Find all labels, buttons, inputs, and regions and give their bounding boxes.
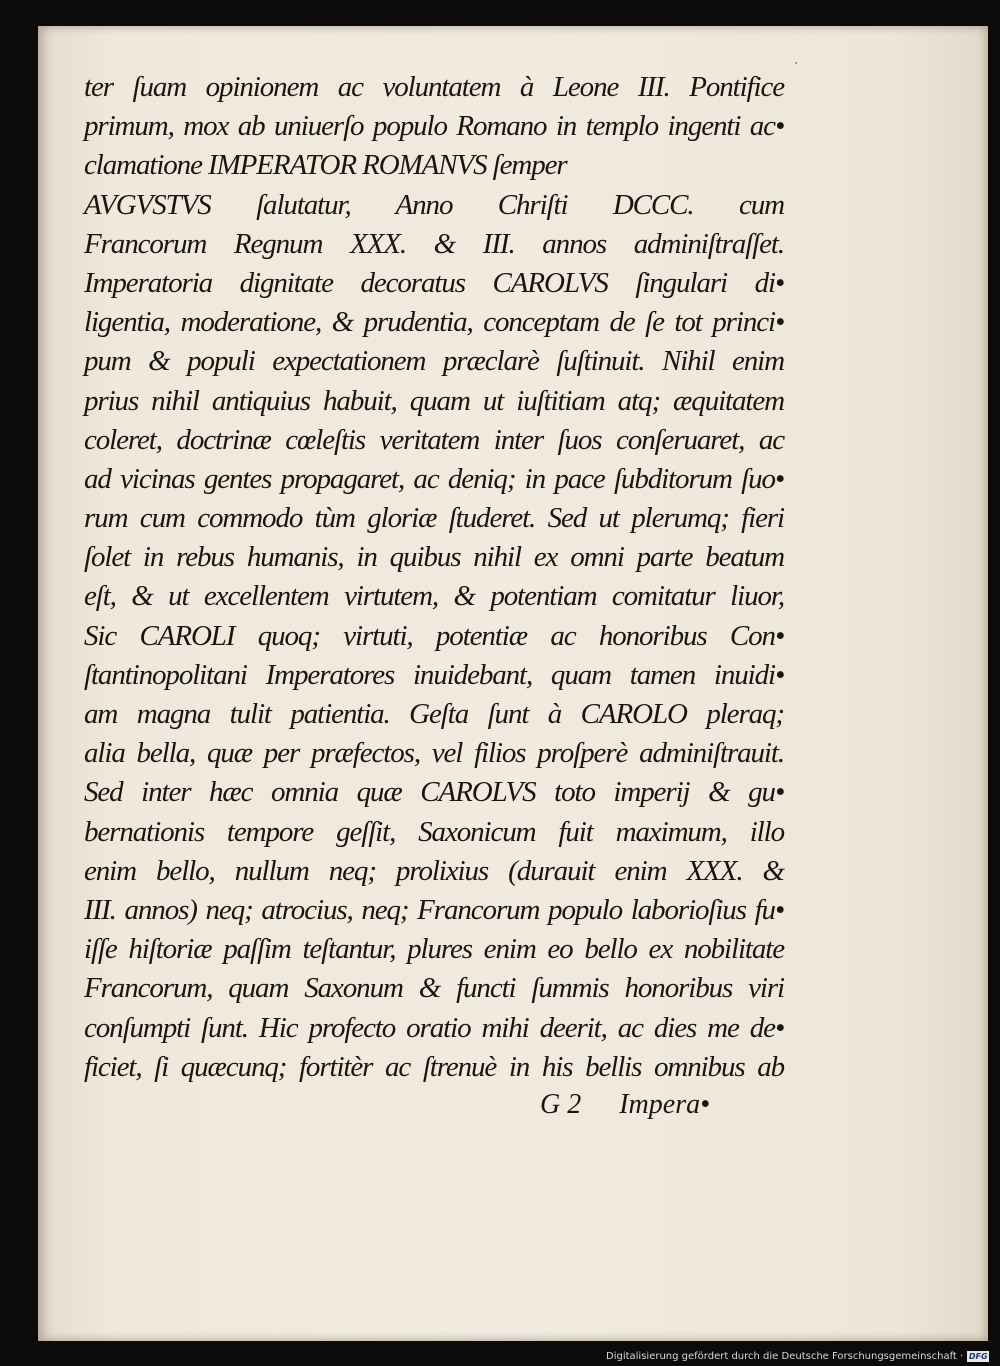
- text-line: alia bella, quæ per præfectos, vel filios proſperè adminiſtrauit.: [84, 737, 784, 770]
- text-line: rum cum commodo tùm gloriæ ſtuderet. Sed ut plerumq; fieri: [84, 502, 784, 535]
- text-line: am magna tulit patientia. Geſta ſunt à CAROLO pleraq;: [84, 698, 784, 730]
- text-line: Sed inter hæc omnia quæ CAROLVS toto imperij & gu•: [84, 776, 784, 809]
- corner-mark: ‧: [794, 56, 799, 72]
- text-line: ſolet in rebus humanis, in quibus nihil ex omni parte beatum: [84, 541, 784, 574]
- catchword: Impera•: [619, 1088, 710, 1120]
- text-line: iſſe hiſtoriæ paſſim teſtantur, plures enim eo bello ex nobilitate: [84, 933, 784, 966]
- text-line: ficiet, ſi quæcunq; fortitèr ac ſtrenuè in his bellis omnibus ab: [84, 1050, 784, 1083]
- text-line: Sic CAROLI quoq; virtuti, potentiæ ac honoribus Con•: [84, 619, 784, 652]
- signature-mark: G 2: [540, 1088, 582, 1120]
- text-line: conſumpti ſunt. Hic profecto oratio mihi deerit, ac dies me de•: [84, 1011, 784, 1044]
- page-footer: [84, 1089, 784, 1121]
- text-line: AVGVSTVS ſalutatur, Anno Chriſti DCCC. cum: [84, 188, 784, 221]
- dfg-banner: [606, 1349, 989, 1364]
- text-line: enim bello, nullum neq; prolixius (durauit enim XXX. &: [84, 854, 784, 887]
- dfg-logo-icon: DFG: [968, 1352, 988, 1361]
- text-line: Francorum, quam Saxonum & functi ſummis honoribus viri: [84, 972, 784, 1005]
- text-line: bernationis tempore geſſit, Saxonicum fuit maximum, illo: [84, 815, 784, 848]
- text-line: ſtantinopolitani Imperatores inuidebant, quam tamen inuidi•: [84, 658, 784, 691]
- text-line: clamatione IMPERATOR ROMANVS ſemper: [84, 149, 567, 182]
- text-line: ad vicinas gentes propagaret, ac deniq; in pace ſubditorum ſuo•: [84, 462, 784, 495]
- text-line: ligentia, moderatione, & prudentia, conceptam de ſe tot princi•: [84, 306, 784, 339]
- text-line: ter ſuam opinionem ac voluntatem à Leone III. Pontifice: [84, 71, 784, 103]
- text-line: pum & populi expectationem præclarè ſuſtinuit. Nihil enim: [84, 345, 784, 378]
- text-line: Francorum Regnum XXX. & III. annos adminiſtraſſet.: [84, 227, 784, 260]
- text-line: eſt, & ut excellentem virtutem, & potentiam comitatur liuor,: [84, 580, 784, 613]
- text-line: Imperatoria dignitate decoratus CAROLVS ſingulari di•: [84, 266, 784, 299]
- text-line: III. annos) neq; atrocius, neq; Francorum populo laborioſius fu•: [84, 893, 784, 926]
- dfg-banner-text: Digitalisierung gefördert durch die Deutsche Forschungsgemeinschaft ·: [606, 1351, 964, 1362]
- text-line: primum, mox ab uniuerſo populo Romano in templo ingenti ac•: [84, 110, 784, 143]
- page-text-block: [84, 68, 784, 1121]
- text-line: prius nihil antiquius habuit, quam ut iuſtitiam atq; æquitatem: [84, 384, 784, 417]
- text-line: coleret, doctrinæ cœleſtis veritatem inter ſuos conſeruaret, ac: [84, 423, 784, 456]
